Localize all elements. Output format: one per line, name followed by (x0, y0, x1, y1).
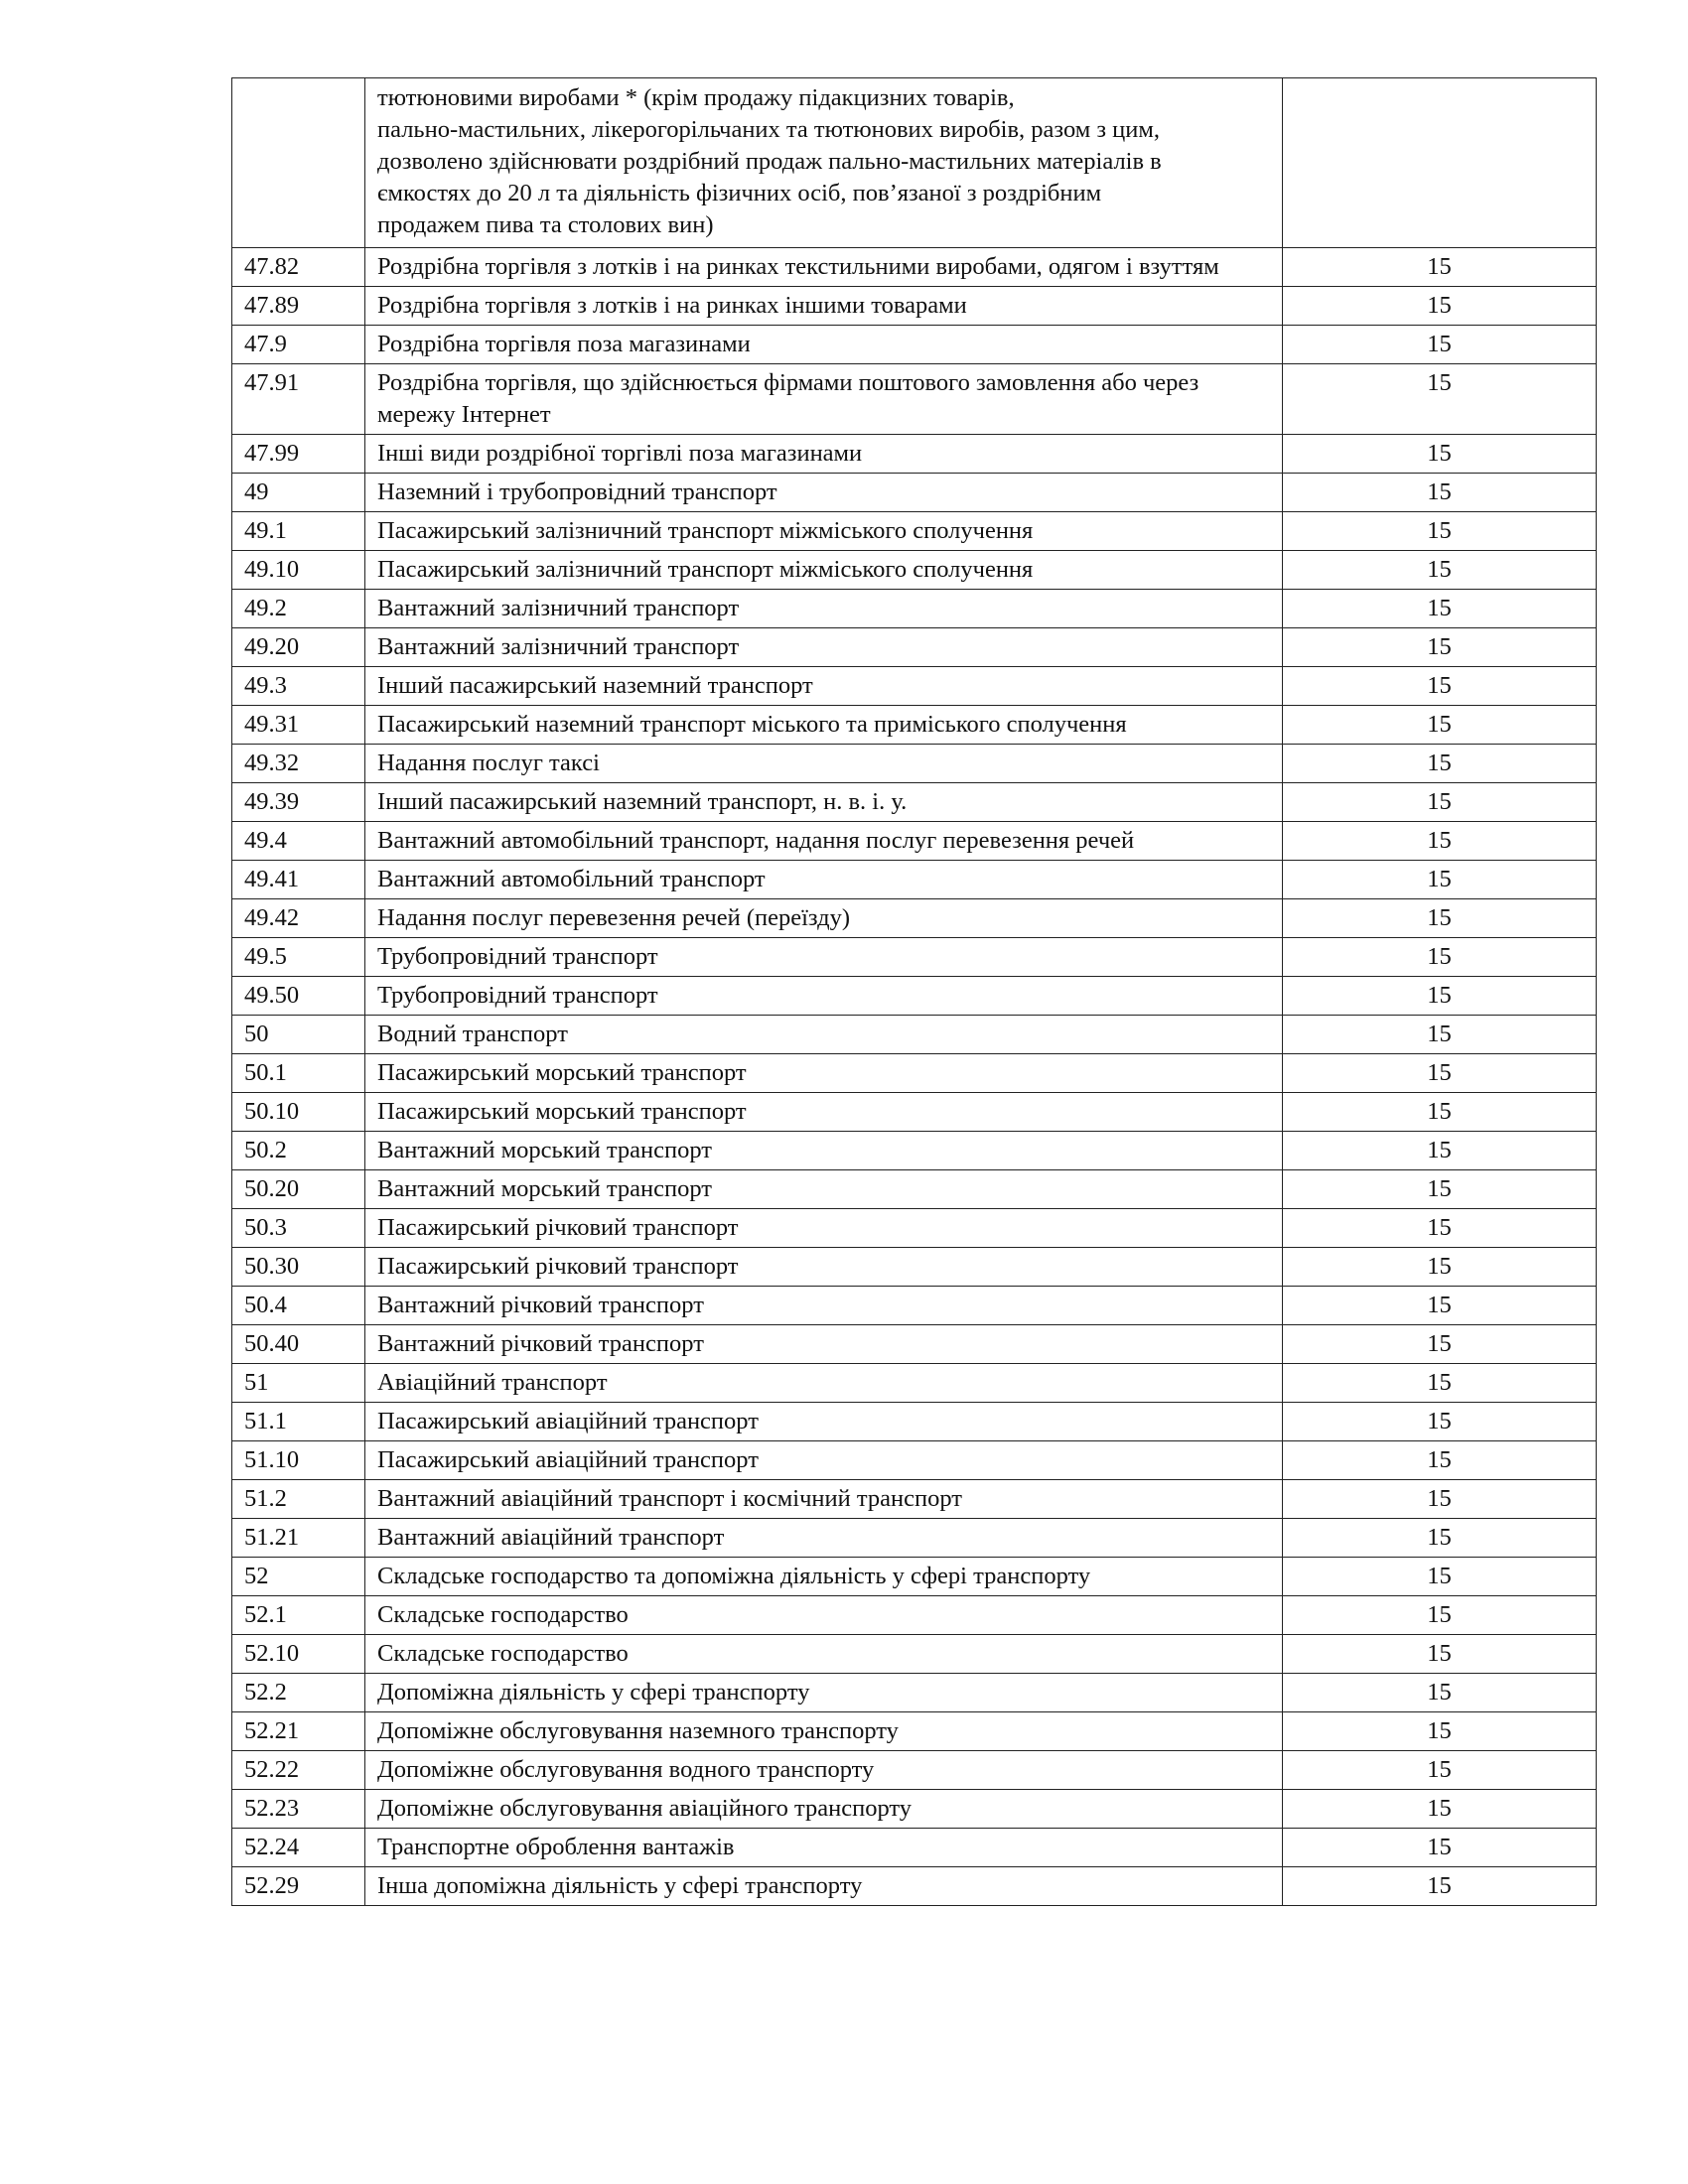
activity-name-cell: Вантажний залізничний транспорт (365, 590, 1283, 628)
activity-name-cell: Трубопровідний транспорт (365, 938, 1283, 977)
code-cell: 52.23 (232, 1790, 365, 1829)
rate-cell: 15 (1283, 1209, 1597, 1248)
table-row (232, 1287, 1597, 1325)
rate-cell: 15 (1283, 287, 1597, 326)
activity-name-cell: Пасажирський морський транспорт (365, 1093, 1283, 1132)
code-cell: 51.21 (232, 1519, 365, 1558)
code-cell: 51 (232, 1364, 365, 1403)
activity-name-cell: Пасажирський морський транспорт (365, 1054, 1283, 1093)
rate-cell: 15 (1283, 551, 1597, 590)
rate-cell: 15 (1283, 1867, 1597, 1906)
activity-name-cell: Роздрібна торгівля поза магазинами (365, 326, 1283, 364)
code-cell: 49.5 (232, 938, 365, 977)
activity-name-cell: Вантажний залізничний транспорт (365, 628, 1283, 667)
code-cell: 47.9 (232, 326, 365, 364)
code-cell: 49.39 (232, 783, 365, 822)
rate-cell: 15 (1283, 667, 1597, 706)
code-cell: 49.50 (232, 977, 365, 1016)
activity-name-cell: Водний транспорт (365, 1016, 1283, 1054)
rate-cell: 15 (1283, 745, 1597, 783)
activity-name-cell: Авіаційний транспорт (365, 1364, 1283, 1403)
table-row (232, 667, 1597, 706)
activity-name-cell: Допоміжне обслуговування авіаційного транспорту (365, 1790, 1283, 1829)
code-cell: 49.31 (232, 706, 365, 745)
table-row (232, 1054, 1597, 1093)
activity-name-cell: Інший пасажирський наземний транспорт, н. в. і. у. (365, 783, 1283, 822)
rate-cell: 15 (1283, 1016, 1597, 1054)
activity-name-cell: Інші види роздрібної торгівлі поза магазинами (365, 435, 1283, 474)
document-page (231, 77, 1596, 1906)
code-cell: 50.10 (232, 1093, 365, 1132)
table-row (232, 1674, 1597, 1712)
table-row (232, 822, 1597, 861)
table-row (232, 590, 1597, 628)
activity-name-cell: Інша допоміжна діяльність у сфері транспорту (365, 1867, 1283, 1906)
rate-cell: 15 (1283, 364, 1597, 435)
code-cell: 52.29 (232, 1867, 365, 1906)
code-cell: 52.24 (232, 1829, 365, 1867)
table-body (232, 78, 1597, 1906)
code-cell: 52 (232, 1558, 365, 1596)
activity-name-cell: Вантажний річковий транспорт (365, 1287, 1283, 1325)
activity-name-cell: Пасажирський річковий транспорт (365, 1248, 1283, 1287)
rate-cell: 15 (1283, 1829, 1597, 1867)
rate-cell: 15 (1283, 1596, 1597, 1635)
code-cell: 50.1 (232, 1054, 365, 1093)
rate-cell: 15 (1283, 435, 1597, 474)
table-row (232, 1558, 1597, 1596)
code-cell: 49.1 (232, 512, 365, 551)
activity-codes-table (231, 77, 1597, 1906)
rate-cell: 15 (1283, 628, 1597, 667)
table-row (232, 1325, 1597, 1364)
activity-name-cell: Допоміжне обслуговування водного транспорту (365, 1751, 1283, 1790)
rate-cell: 15 (1283, 1248, 1597, 1287)
activity-name-cell: Роздрібна торгівля, що здійснюється фірмами поштового замовлення або через мережу Інтернет (365, 364, 1283, 435)
code-cell: 50.3 (232, 1209, 365, 1248)
rate-cell: 15 (1283, 326, 1597, 364)
rate-cell: 15 (1283, 474, 1597, 512)
code-cell: 49.10 (232, 551, 365, 590)
activity-name-cell: Пасажирський авіаційний транспорт (365, 1441, 1283, 1480)
activity-name-cell: Вантажний морський транспорт (365, 1132, 1283, 1170)
table-row (232, 1867, 1597, 1906)
code-cell: 51.1 (232, 1403, 365, 1441)
rate-cell: 15 (1283, 1751, 1597, 1790)
code-cell: 50.30 (232, 1248, 365, 1287)
table-row (232, 1480, 1597, 1519)
code-cell: 50.20 (232, 1170, 365, 1209)
rate-cell: 15 (1283, 1674, 1597, 1712)
table-row (232, 1364, 1597, 1403)
rate-cell: 15 (1283, 1635, 1597, 1674)
rate-cell: 15 (1283, 822, 1597, 861)
table-row (232, 1712, 1597, 1751)
code-cell: 51.2 (232, 1480, 365, 1519)
code-cell: 49.32 (232, 745, 365, 783)
activity-name-cell: Пасажирський наземний транспорт міського та приміського сполучення (365, 706, 1283, 745)
rate-cell: 15 (1283, 706, 1597, 745)
table-row (232, 512, 1597, 551)
activity-name-cell: Вантажний морський транспорт (365, 1170, 1283, 1209)
activity-name-cell: Вантажний річковий транспорт (365, 1325, 1283, 1364)
code-cell: 51.10 (232, 1441, 365, 1480)
table-row (232, 706, 1597, 745)
table-row (232, 977, 1597, 1016)
rate-cell: 15 (1283, 1790, 1597, 1829)
activity-name-cell: Складське господарство та допоміжна діяльність у сфері транспорту (365, 1558, 1283, 1596)
code-cell: 50.2 (232, 1132, 365, 1170)
rate-cell: 15 (1283, 861, 1597, 899)
table-row (232, 783, 1597, 822)
table-row (232, 1170, 1597, 1209)
code-cell: 47.82 (232, 248, 365, 287)
activity-name-cell: Складське господарство (365, 1635, 1283, 1674)
code-cell: 50.4 (232, 1287, 365, 1325)
rate-cell: 15 (1283, 938, 1597, 977)
table-row (232, 1209, 1597, 1248)
code-cell: 47.99 (232, 435, 365, 474)
activity-name-cell: Вантажний автомобільний транспорт, надання послуг перевезення речей (365, 822, 1283, 861)
code-cell: 52.22 (232, 1751, 365, 1790)
activity-name-cell: Вантажний авіаційний транспорт (365, 1519, 1283, 1558)
activity-name-cell: Наземний і трубопровідний транспорт (365, 474, 1283, 512)
activity-name-cell: Роздрібна торгівля з лотків і на ринках іншими товарами (365, 287, 1283, 326)
rate-cell: 15 (1283, 1403, 1597, 1441)
activity-name-cell: Транспортне оброблення вантажів (365, 1829, 1283, 1867)
table-row (232, 628, 1597, 667)
activity-name-cell: Допоміжна діяльність у сфері транспорту (365, 1674, 1283, 1712)
table-row (232, 861, 1597, 899)
activity-name-cell: Пасажирський залізничний транспорт міжміського сполучення (365, 512, 1283, 551)
table-row-continuation (232, 78, 1597, 248)
table-row (232, 1751, 1597, 1790)
table-row (232, 474, 1597, 512)
rate-cell: 15 (1283, 1093, 1597, 1132)
activity-name-cell: Інший пасажирський наземний транспорт (365, 667, 1283, 706)
table-row (232, 435, 1597, 474)
rate-cell: 15 (1283, 590, 1597, 628)
rate-cell: 15 (1283, 1712, 1597, 1751)
activity-name-cell: Трубопровідний транспорт (365, 977, 1283, 1016)
code-cell: 49.2 (232, 590, 365, 628)
rate-cell: 15 (1283, 1054, 1597, 1093)
rate-cell: 15 (1283, 1519, 1597, 1558)
table-row (232, 938, 1597, 977)
activity-name-cell: Допоміжне обслуговування наземного транспорту (365, 1712, 1283, 1751)
activity-name-cell: тютюновими виробами * (крім продажу підакцизних товарів, пально-мастильних, лікерогорільчаних та тютюнових виробів, разом з цим, дозволено здійснювати роздрібний продаж пально-мастильних матеріалів в ємкостях до 20 л та діяльність фізичних осіб, пов’язаної з роздрібним продажем пива та столових вин) (365, 78, 1283, 248)
rate-cell: 15 (1283, 1558, 1597, 1596)
rate-cell: 15 (1283, 977, 1597, 1016)
table-row (232, 1403, 1597, 1441)
code-cell: 49.42 (232, 899, 365, 938)
rate-cell: 15 (1283, 783, 1597, 822)
rate-cell: 15 (1283, 512, 1597, 551)
code-cell: 49 (232, 474, 365, 512)
table-row (232, 248, 1597, 287)
activity-name-cell: Пасажирський авіаційний транспорт (365, 1403, 1283, 1441)
table-row (232, 287, 1597, 326)
table-row (232, 1790, 1597, 1829)
rate-cell (1283, 78, 1597, 248)
table-row (232, 1132, 1597, 1170)
table-row (232, 551, 1597, 590)
table-row (232, 364, 1597, 435)
rate-cell: 15 (1283, 1170, 1597, 1209)
rate-cell: 15 (1283, 899, 1597, 938)
code-cell: 50.40 (232, 1325, 365, 1364)
code-cell: 49.20 (232, 628, 365, 667)
code-cell: 52.2 (232, 1674, 365, 1712)
table-row (232, 899, 1597, 938)
table-row (232, 1519, 1597, 1558)
code-cell: 47.89 (232, 287, 365, 326)
code-cell: 49.3 (232, 667, 365, 706)
activity-name-cell: Пасажирський річковий транспорт (365, 1209, 1283, 1248)
activity-name-cell: Складське господарство (365, 1596, 1283, 1635)
code-cell: 50 (232, 1016, 365, 1054)
rate-cell: 15 (1283, 1287, 1597, 1325)
activity-name-cell: Надання послуг таксі (365, 745, 1283, 783)
activity-name-cell: Вантажний авіаційний транспорт і космічний транспорт (365, 1480, 1283, 1519)
table-row (232, 1093, 1597, 1132)
activity-name-cell: Вантажний автомобільний транспорт (365, 861, 1283, 899)
code-cell (232, 78, 365, 248)
code-cell: 52.10 (232, 1635, 365, 1674)
rate-cell: 15 (1283, 1364, 1597, 1403)
table-row (232, 745, 1597, 783)
rate-cell: 15 (1283, 1132, 1597, 1170)
table-row (232, 1248, 1597, 1287)
activity-name-cell: Надання послуг перевезення речей (переїзду) (365, 899, 1283, 938)
activity-name-cell: Роздрібна торгівля з лотків і на ринках текстильними виробами, одягом і взуттям (365, 248, 1283, 287)
code-cell: 49.41 (232, 861, 365, 899)
code-cell: 49.4 (232, 822, 365, 861)
code-cell: 47.91 (232, 364, 365, 435)
table-row (232, 1441, 1597, 1480)
table-row (232, 1635, 1597, 1674)
rate-cell: 15 (1283, 248, 1597, 287)
activity-name-cell: Пасажирський залізничний транспорт міжміського сполучення (365, 551, 1283, 590)
rate-cell: 15 (1283, 1325, 1597, 1364)
code-cell: 52.1 (232, 1596, 365, 1635)
table-row (232, 1016, 1597, 1054)
rate-cell: 15 (1283, 1441, 1597, 1480)
table-row (232, 326, 1597, 364)
rate-cell: 15 (1283, 1480, 1597, 1519)
code-cell: 52.21 (232, 1712, 365, 1751)
table-row (232, 1829, 1597, 1867)
table-row (232, 1596, 1597, 1635)
